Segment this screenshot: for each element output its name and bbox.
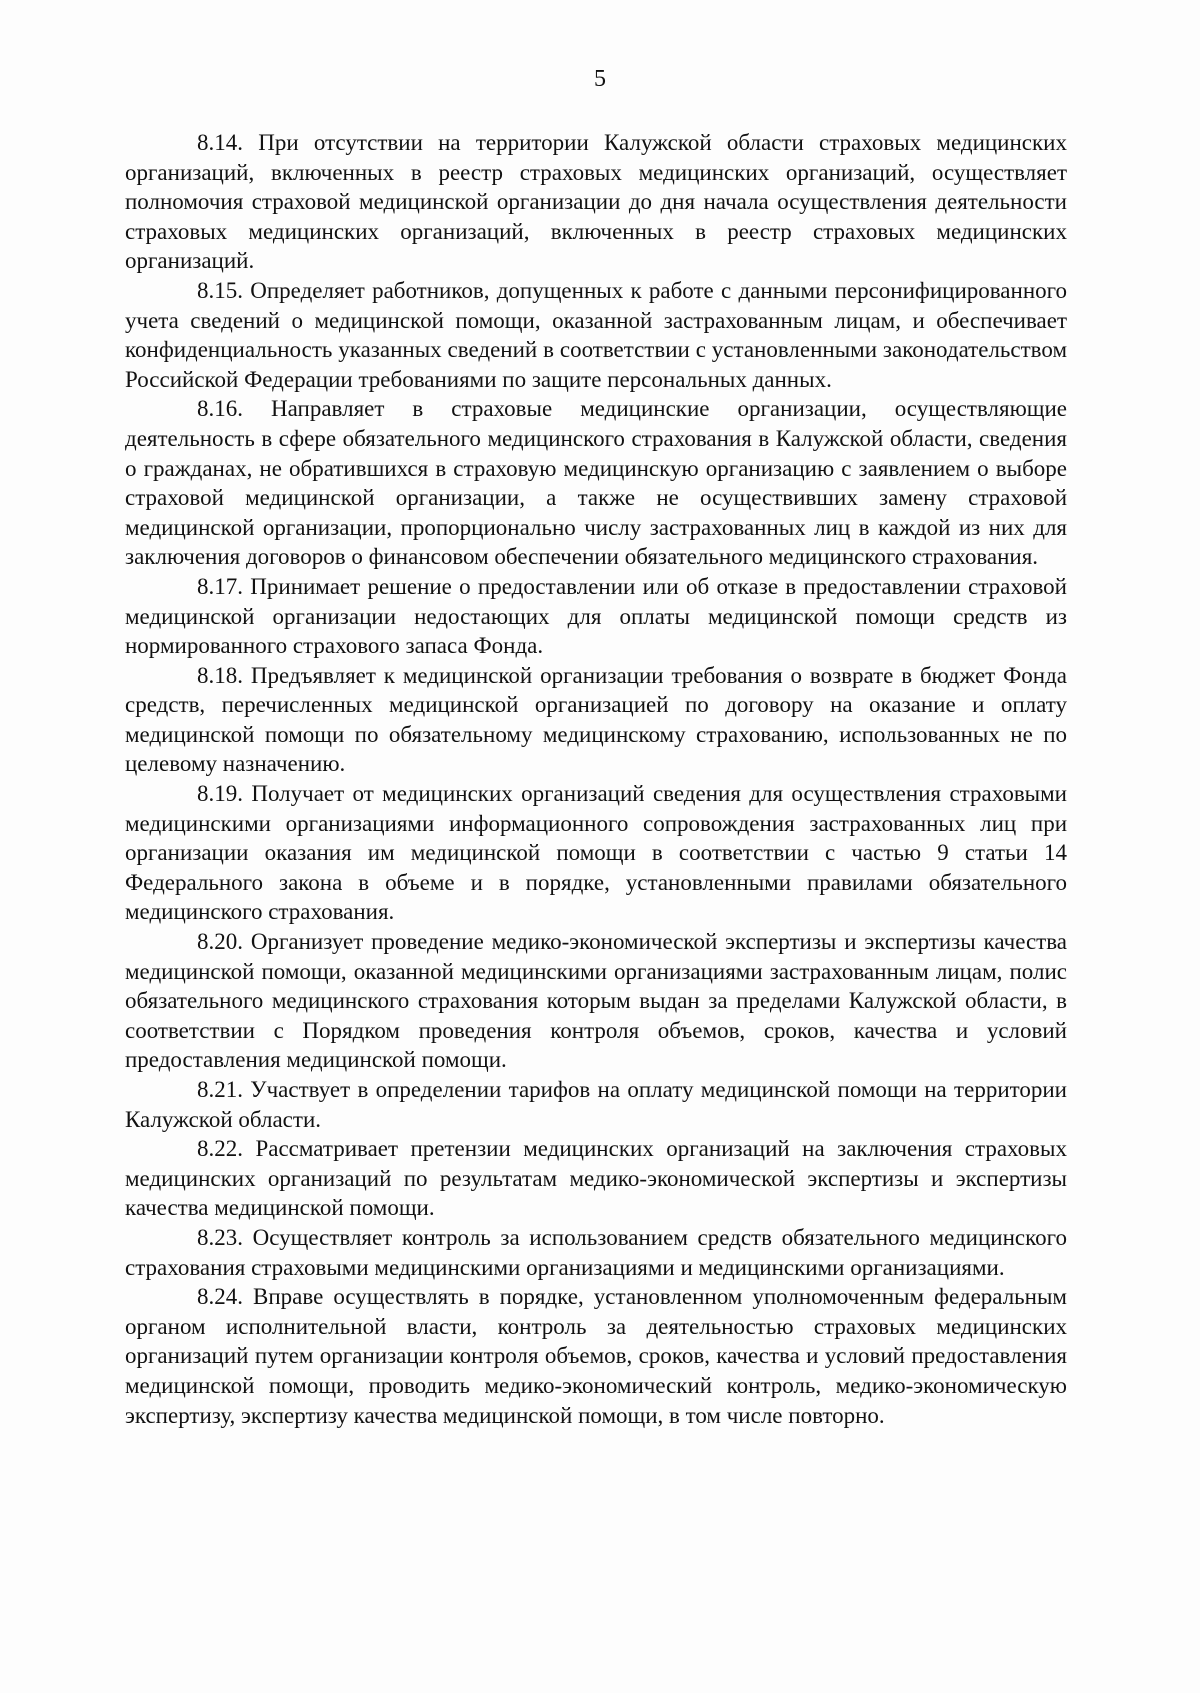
paragraph-8-23: 8.23. Осуществляет контроль за использованием средств обязательного медицинского страхования страховыми медицинскими организациями и медицинскими организациями. [125, 1224, 1067, 1280]
page-number: 5 [594, 66, 606, 92]
paragraph-8-14: 8.14. При отсутствии на территории Калужской области страховых медицинских организаций, включенных в реестр страховых медицинских организаций, осуществляет полномочия страховой медицинской организации до дня начала осуществления деятельности страховых медицинских организаций, включенных в реестр страховых медицинских организаций. [125, 130, 1067, 274]
document-body [125, 128, 1067, 1430]
paragraph-8-21: 8.21. Участвует в определении тарифов на оплату медицинской помощи на территории Калужской области. [125, 1077, 1067, 1132]
paragraph-8-16: 8.16. Направляет в страховые медицинские организации, осуществляющие деятельность в сфере обязательного медицинского страхования в Калужской области, сведения о гражданах, не обратившихся в страховую медицинскую организацию с заявлением о выборе страховой медицинской организации, а также не осуществивших замену страховой медицинской организации, пропорционально числу застрахованных лиц в каждой из них для заключения договоров о финансовом обеспечении обязательного медицинского страхования. [125, 396, 1067, 570]
paragraph-8-15: 8.15. Определяет работников, допущенных к работе с данными персонифицированного учета сведений о медицинской помощи, оказанной застрахованным лицам, и обеспечивает конфиденциальность указанных сведений в соответствии с установленными законодательством Российской Федерации требованиями по защите персональных данных. [125, 277, 1067, 392]
paragraph-8-20: 8.20. Организует проведение медико-экономической экспертизы и экспертизы качества медицинской помощи, оказанной медицинскими организациями застрахованным лицам, полис обязательного медицинского страхования которым выдан за пределами Калужской области, в соответствии с Порядком проведения контроля объемов, сроков, качества и условий предоставления медицинской помощи. [125, 929, 1067, 1073]
paragraph-8-17: 8.17. Принимает решение о предоставлении или об отказе в предоставлении страховой медицинской организации недостающих для оплаты медицинской помощи средств из нормированного страхового запаса Фонда. [125, 573, 1067, 659]
paragraph-8-24: 8.24. Вправе осуществлять в порядке, установленном уполномоченным федеральным органом исполнительной власти, контроль за деятельностью страховых медицинских организаций путем организации контроля объемов, сроков, качества и условий предоставления медицинской помощи, проводить медико-экономический контроль, медико-экономическую экспертизу, экспертизу качества медицинской помощи, в том числе повторно. [125, 1284, 1067, 1428]
paragraph-8-18: 8.18. Предъявляет к медицинской организации требования о возврате в бюджет Фонда средств, перечисленных медицинской организацией по договору на оказание и оплату медицинской помощи по обязательному медицинскому страхованию, использованных не по целевому назначению. [125, 662, 1067, 777]
paragraph-8-19: 8.19. Получает от медицинских организаций сведения для осуществления страховыми медицинскими организациями информационного сопровождения застрахованных лиц при организации оказания им медицинской помощи в соответствии с частью 9 статьи 14 Федерального закона в объеме и в порядке, установленными правилами обязательного медицинского страхования. [125, 781, 1067, 925]
paragraph-8-22: 8.22. Рассматривает претензии медицинских организаций на заключения страховых медицинских организаций по результатам медико-экономической экспертизы и экспертизы качества медицинской помощи. [125, 1136, 1067, 1221]
